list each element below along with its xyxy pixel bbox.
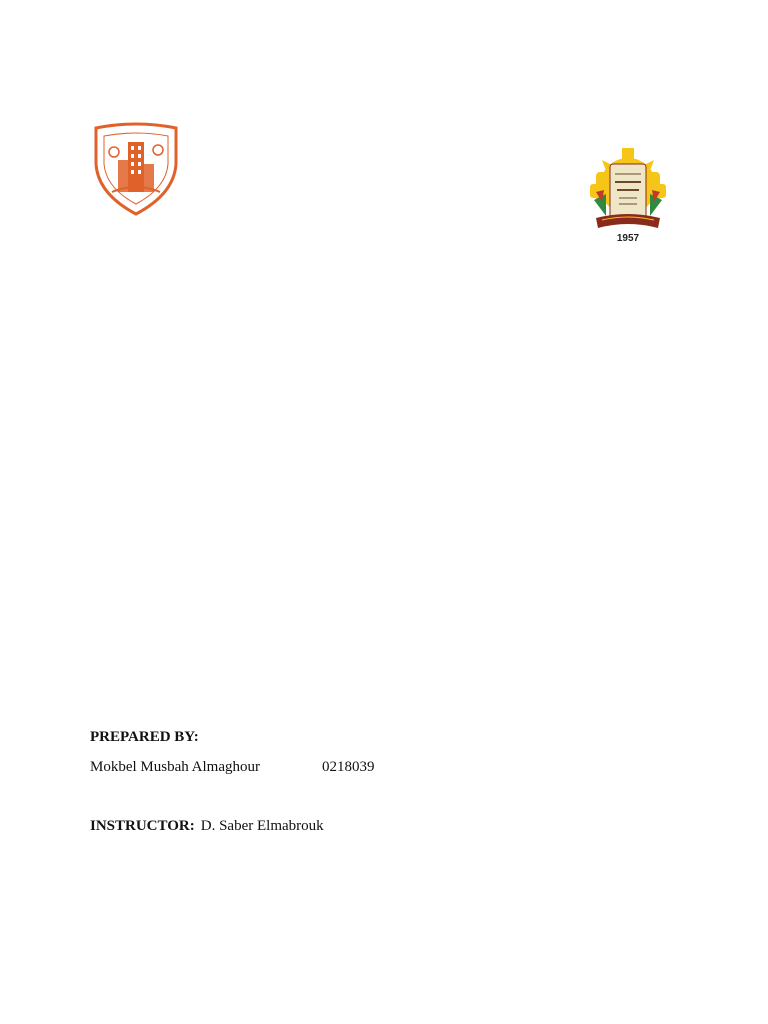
sunburst-emblem-icon (588, 146, 668, 244)
author-line (90, 758, 375, 776)
faculty-shield-logo (92, 122, 180, 216)
prepared-by-label: PREPARED BY: (90, 729, 199, 745)
author-name: Mokbel Musbah Almaghour (90, 759, 260, 775)
instructor-label: INSTRUCTOR: (90, 818, 195, 834)
author-id: 0218039 (322, 759, 375, 775)
instructor-name: D. Saber Elmabrouk (200, 818, 324, 834)
shield-icon (92, 122, 180, 216)
emblem-year: 1957 (616, 233, 640, 244)
instructor-line (90, 817, 324, 835)
university-emblem-logo (588, 146, 668, 244)
